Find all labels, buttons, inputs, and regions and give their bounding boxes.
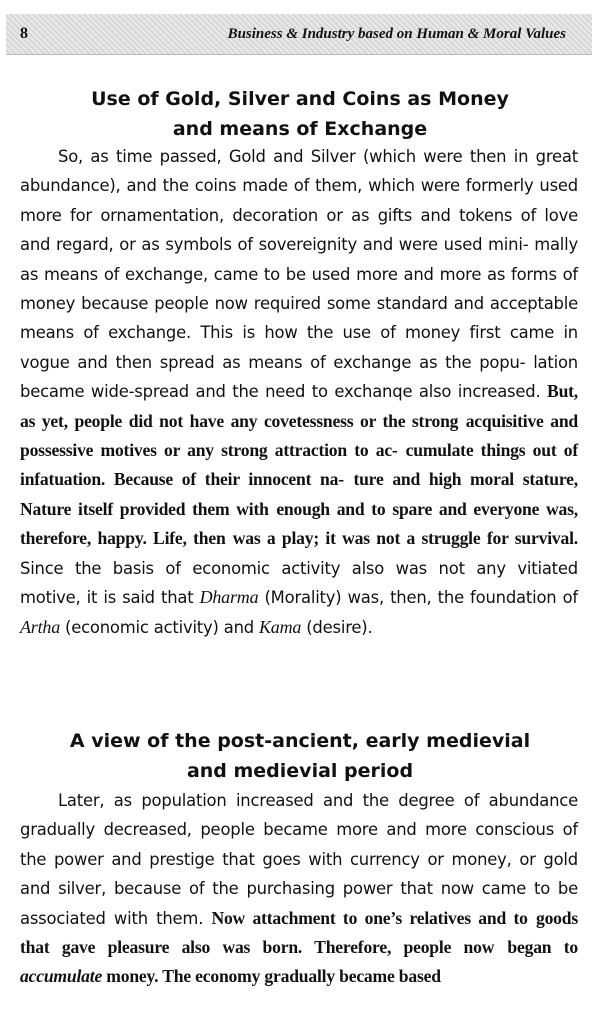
bold-text-line: acquisitive and possessive motives or any strong attraction to ac- — [20, 410, 579, 461]
text-fragment: Since the basis of — [20, 558, 181, 578]
heading-line: Use of Gold, Silver and Coins as Money — [91, 88, 509, 110]
term-dharma: Dharma — [199, 587, 259, 608]
bold-text-line: was a play; it was not a struggle for survival. — [232, 528, 578, 549]
text-line: Later, as population increased and the degree of abundance — [58, 791, 578, 810]
section-body-gold-silver — [20, 142, 578, 642]
heading-line: A view of the post-ancient, early medievial — [69, 730, 531, 752]
emphasized-word: accumulate — [20, 966, 103, 987]
bold-text-line: enough and to spare and everyone was, therefore, happy. Life, then — [20, 498, 578, 549]
text-line: forms of money because people now required some standard and — [20, 264, 578, 314]
running-title: Business & Industry based on Human & Moral Values — [227, 26, 566, 42]
bold-text-fragment: money. The economy gradually became based — [102, 966, 441, 987]
bold-text-line: goods that gave pleasure also was born. Therefore, people now — [20, 907, 579, 958]
text-fragment: (economic — [60, 617, 149, 637]
text-line: the power and prestige that goes with currency or money, or gold — [20, 849, 578, 869]
text-line: lation became wide-spread and the need to exchanqe also increased. — [20, 352, 578, 402]
text-line: gradually decreased, people became more and more conscious of — [20, 820, 578, 840]
text-line: So, as time passed, Gold and Silver (which were then in great — [58, 147, 578, 166]
section-heading-gold-silver — [0, 84, 600, 144]
paragraph — [20, 786, 578, 992]
bold-text-line: ture and high moral stature, Nature itself provided them with — [20, 469, 578, 519]
text-line: acceptable means of exchange. This is how the use of money first — [20, 294, 578, 343]
bold-text-line: cumulate things out of infatuation. Because of their innocent na- — [20, 440, 578, 490]
term-artha: Artha — [20, 616, 61, 637]
text-fragment: associated with them. — [20, 908, 204, 928]
paragraph — [20, 142, 578, 642]
page-number: 8 — [20, 25, 28, 42]
bold-text-line: Now attachment to one’s relatives and to — [211, 907, 528, 928]
text-fragment: activity) and — [153, 617, 259, 637]
term-kama: Kama — [259, 616, 302, 637]
heading-line: and means of Exchange — [172, 118, 428, 140]
bold-text-line: But, as yet, people did not have any covetessness or the strong — [20, 381, 579, 431]
text-line: and silver, because of the purchasing power that now came to be — [20, 879, 578, 899]
text-fragment: (desire). — [301, 617, 373, 637]
page-header — [6, 14, 592, 55]
text-line: abundance), and the coins made of them, which were formerly — [20, 176, 534, 196]
bold-text-fragment: began to — [507, 937, 578, 958]
text-line: economic activity also was not any vitiated motive, it is said that — [20, 558, 578, 608]
text-line: mally as means of exchange, came to be used more and more as — [20, 235, 579, 284]
section-body-medieval — [20, 786, 578, 992]
section-heading-medieval — [0, 726, 600, 786]
heading-line: and medievial period — [186, 760, 414, 782]
text-line: used more for ornamentation, decoration or as gifts and tokens of — [20, 176, 578, 225]
text-line: came in vogue and then spread as means of exchange as the popu- — [20, 323, 578, 372]
text-line: love and regard, or as symbols of sovereignity and were used mini- — [20, 205, 578, 255]
text-fragment: (Morality) was, then, the foundation of — [258, 588, 578, 608]
